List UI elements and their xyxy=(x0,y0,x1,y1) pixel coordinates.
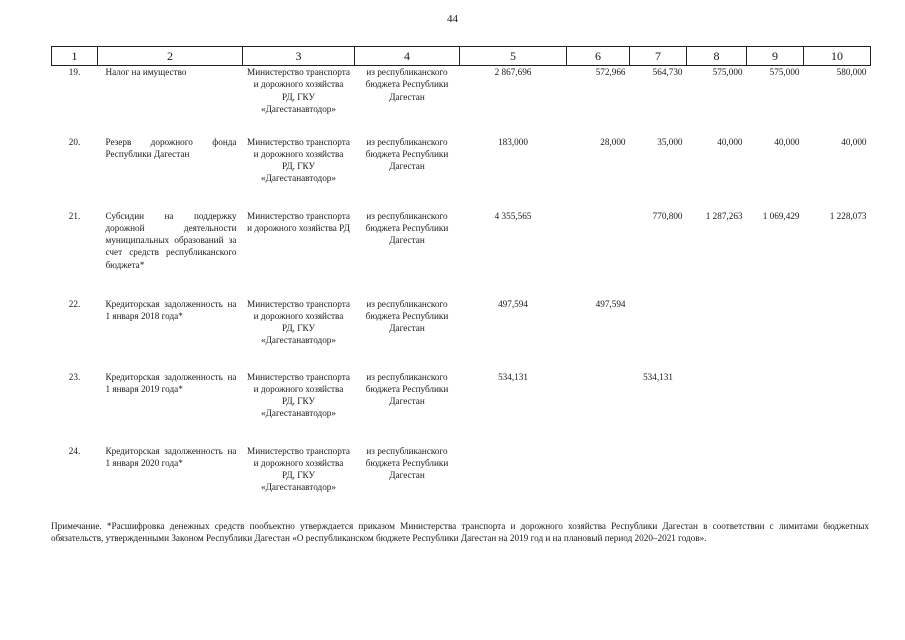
row-total xyxy=(460,445,567,515)
row-number: 20. xyxy=(68,136,81,147)
column-header: 6 xyxy=(567,47,630,66)
row-number: 22. xyxy=(68,298,81,309)
row-2022 xyxy=(804,298,871,371)
budget-table xyxy=(51,46,871,515)
row-2020: 575,000 xyxy=(712,67,743,77)
column-number-row xyxy=(52,47,871,66)
column-header: 4 xyxy=(355,47,460,66)
row-name: Субсидии на поддержку дорожной деятельности муниципальных образований за счет средств республиканского бюджета* xyxy=(105,210,237,270)
row-source: из республиканского бюджета Республики Дагестан xyxy=(365,67,449,102)
table-row xyxy=(52,210,871,298)
row-responsible: Министерство транспорта и дорожного хозяйства РД xyxy=(247,210,350,233)
column-header: 1 xyxy=(52,47,98,66)
row-2018: 28,000 xyxy=(600,136,626,147)
row-responsible: Министерство транспорта и дорожного хозяйства РД, ГКУ «Дагестанавтодор» xyxy=(247,445,350,493)
row-responsible: Министерство транспорта и дорожного хозяйства РД, ГКУ «Дагестанавтодор» xyxy=(247,371,350,419)
table-row xyxy=(52,136,871,210)
row-2020 xyxy=(687,298,747,371)
column-header: 9 xyxy=(747,47,804,66)
row-number: 19. xyxy=(68,67,81,77)
row-2021: 40,000 xyxy=(774,136,800,147)
row-2022 xyxy=(804,371,871,445)
table-row xyxy=(52,298,871,371)
table-row xyxy=(52,66,871,136)
row-responsible: Министерство транспорта и дорожного хозяйства РД, ГКУ «Дагестанавтодор» xyxy=(247,136,350,184)
row-2019: 35,000 xyxy=(657,136,683,147)
column-header: 7 xyxy=(630,47,687,66)
row-source: из республиканского бюджета Республики Дагестан xyxy=(365,210,449,246)
row-2018 xyxy=(567,445,630,515)
row-2019: 564,730 xyxy=(652,67,683,77)
row-2019: 770,800 xyxy=(652,210,683,221)
row-2021 xyxy=(747,371,804,445)
row-2020: 40,000 xyxy=(717,136,743,147)
table-row xyxy=(52,445,871,515)
row-2018 xyxy=(567,371,630,445)
row-2022: 40,000 xyxy=(841,136,867,147)
row-total: 4 355,565 xyxy=(494,210,532,221)
row-2019: 534,131 xyxy=(643,371,673,382)
row-total: 2 867,696 xyxy=(494,67,532,77)
page-number: 44 xyxy=(447,13,458,25)
column-header: 2 xyxy=(98,47,243,66)
row-2022 xyxy=(804,445,871,515)
row-total: 183,000 xyxy=(498,136,528,147)
row-2019 xyxy=(630,298,687,371)
table-row xyxy=(52,371,871,445)
row-2019 xyxy=(630,445,687,515)
row-responsible: Министерство транспорта и дорожного хозяйства РД, ГКУ «Дагестанавтодор» xyxy=(247,298,350,346)
row-2021 xyxy=(747,445,804,515)
row-name: Резерв дорожного фонда Республики Дагестан xyxy=(105,136,237,159)
row-source: из республиканского бюджета Республики Дагестан xyxy=(365,445,449,481)
row-2022: 580,000 xyxy=(836,67,867,77)
row-2021: 575,000 xyxy=(769,67,800,77)
row-2022: 1 228,073 xyxy=(829,210,867,221)
row-total: 534,131 xyxy=(498,371,528,382)
row-source: из республиканского бюджета Республики Дагестан xyxy=(365,298,449,334)
row-2020 xyxy=(687,445,747,515)
column-header: 5 xyxy=(460,47,567,66)
footnote: Примечание. *Расшифровка денежных средств пообъектно утверждается приказом Министерства транспорта и дорожного хозяйства Республики Дагестан в соответствии с лимитами бюджетных обязательств, утвержденными Законом Республики Дагестан «О республиканском бюджете Республики Дагестан на 2019 год и на плановый период 2020–2021 годов». xyxy=(51,521,869,543)
row-number: 21. xyxy=(68,210,81,221)
row-name: Кредиторская задолженность на 1 января 2020 года* xyxy=(105,445,237,468)
row-2018 xyxy=(567,210,630,298)
row-name: Кредиторская задолженность на 1 января 2018 года* xyxy=(105,298,237,321)
row-source: из республиканского бюджета Республики Дагестан xyxy=(365,136,449,172)
row-name: Налог на имущество xyxy=(105,67,187,77)
row-responsible: Министерство транспорта и дорожного хозяйства РД, ГКУ «Дагестанавтодор» xyxy=(247,67,350,114)
column-header: 10 xyxy=(804,47,871,66)
column-header: 3 xyxy=(243,47,355,66)
row-number: 23. xyxy=(68,371,81,382)
row-total: 497,594 xyxy=(498,298,528,309)
column-header: 8 xyxy=(687,47,747,66)
row-source: из республиканского бюджета Республики Дагестан xyxy=(365,371,449,407)
row-2021 xyxy=(747,298,804,371)
row-2020 xyxy=(687,371,747,445)
row-2020: 1 287,263 xyxy=(705,210,743,221)
row-2018: 497,594 xyxy=(595,298,626,309)
row-name: Кредиторская задолженность на 1 января 2019 года* xyxy=(105,371,237,394)
row-2021: 1 069,429 xyxy=(762,210,800,221)
row-2018: 572,966 xyxy=(595,67,626,77)
row-number: 24. xyxy=(68,445,81,456)
